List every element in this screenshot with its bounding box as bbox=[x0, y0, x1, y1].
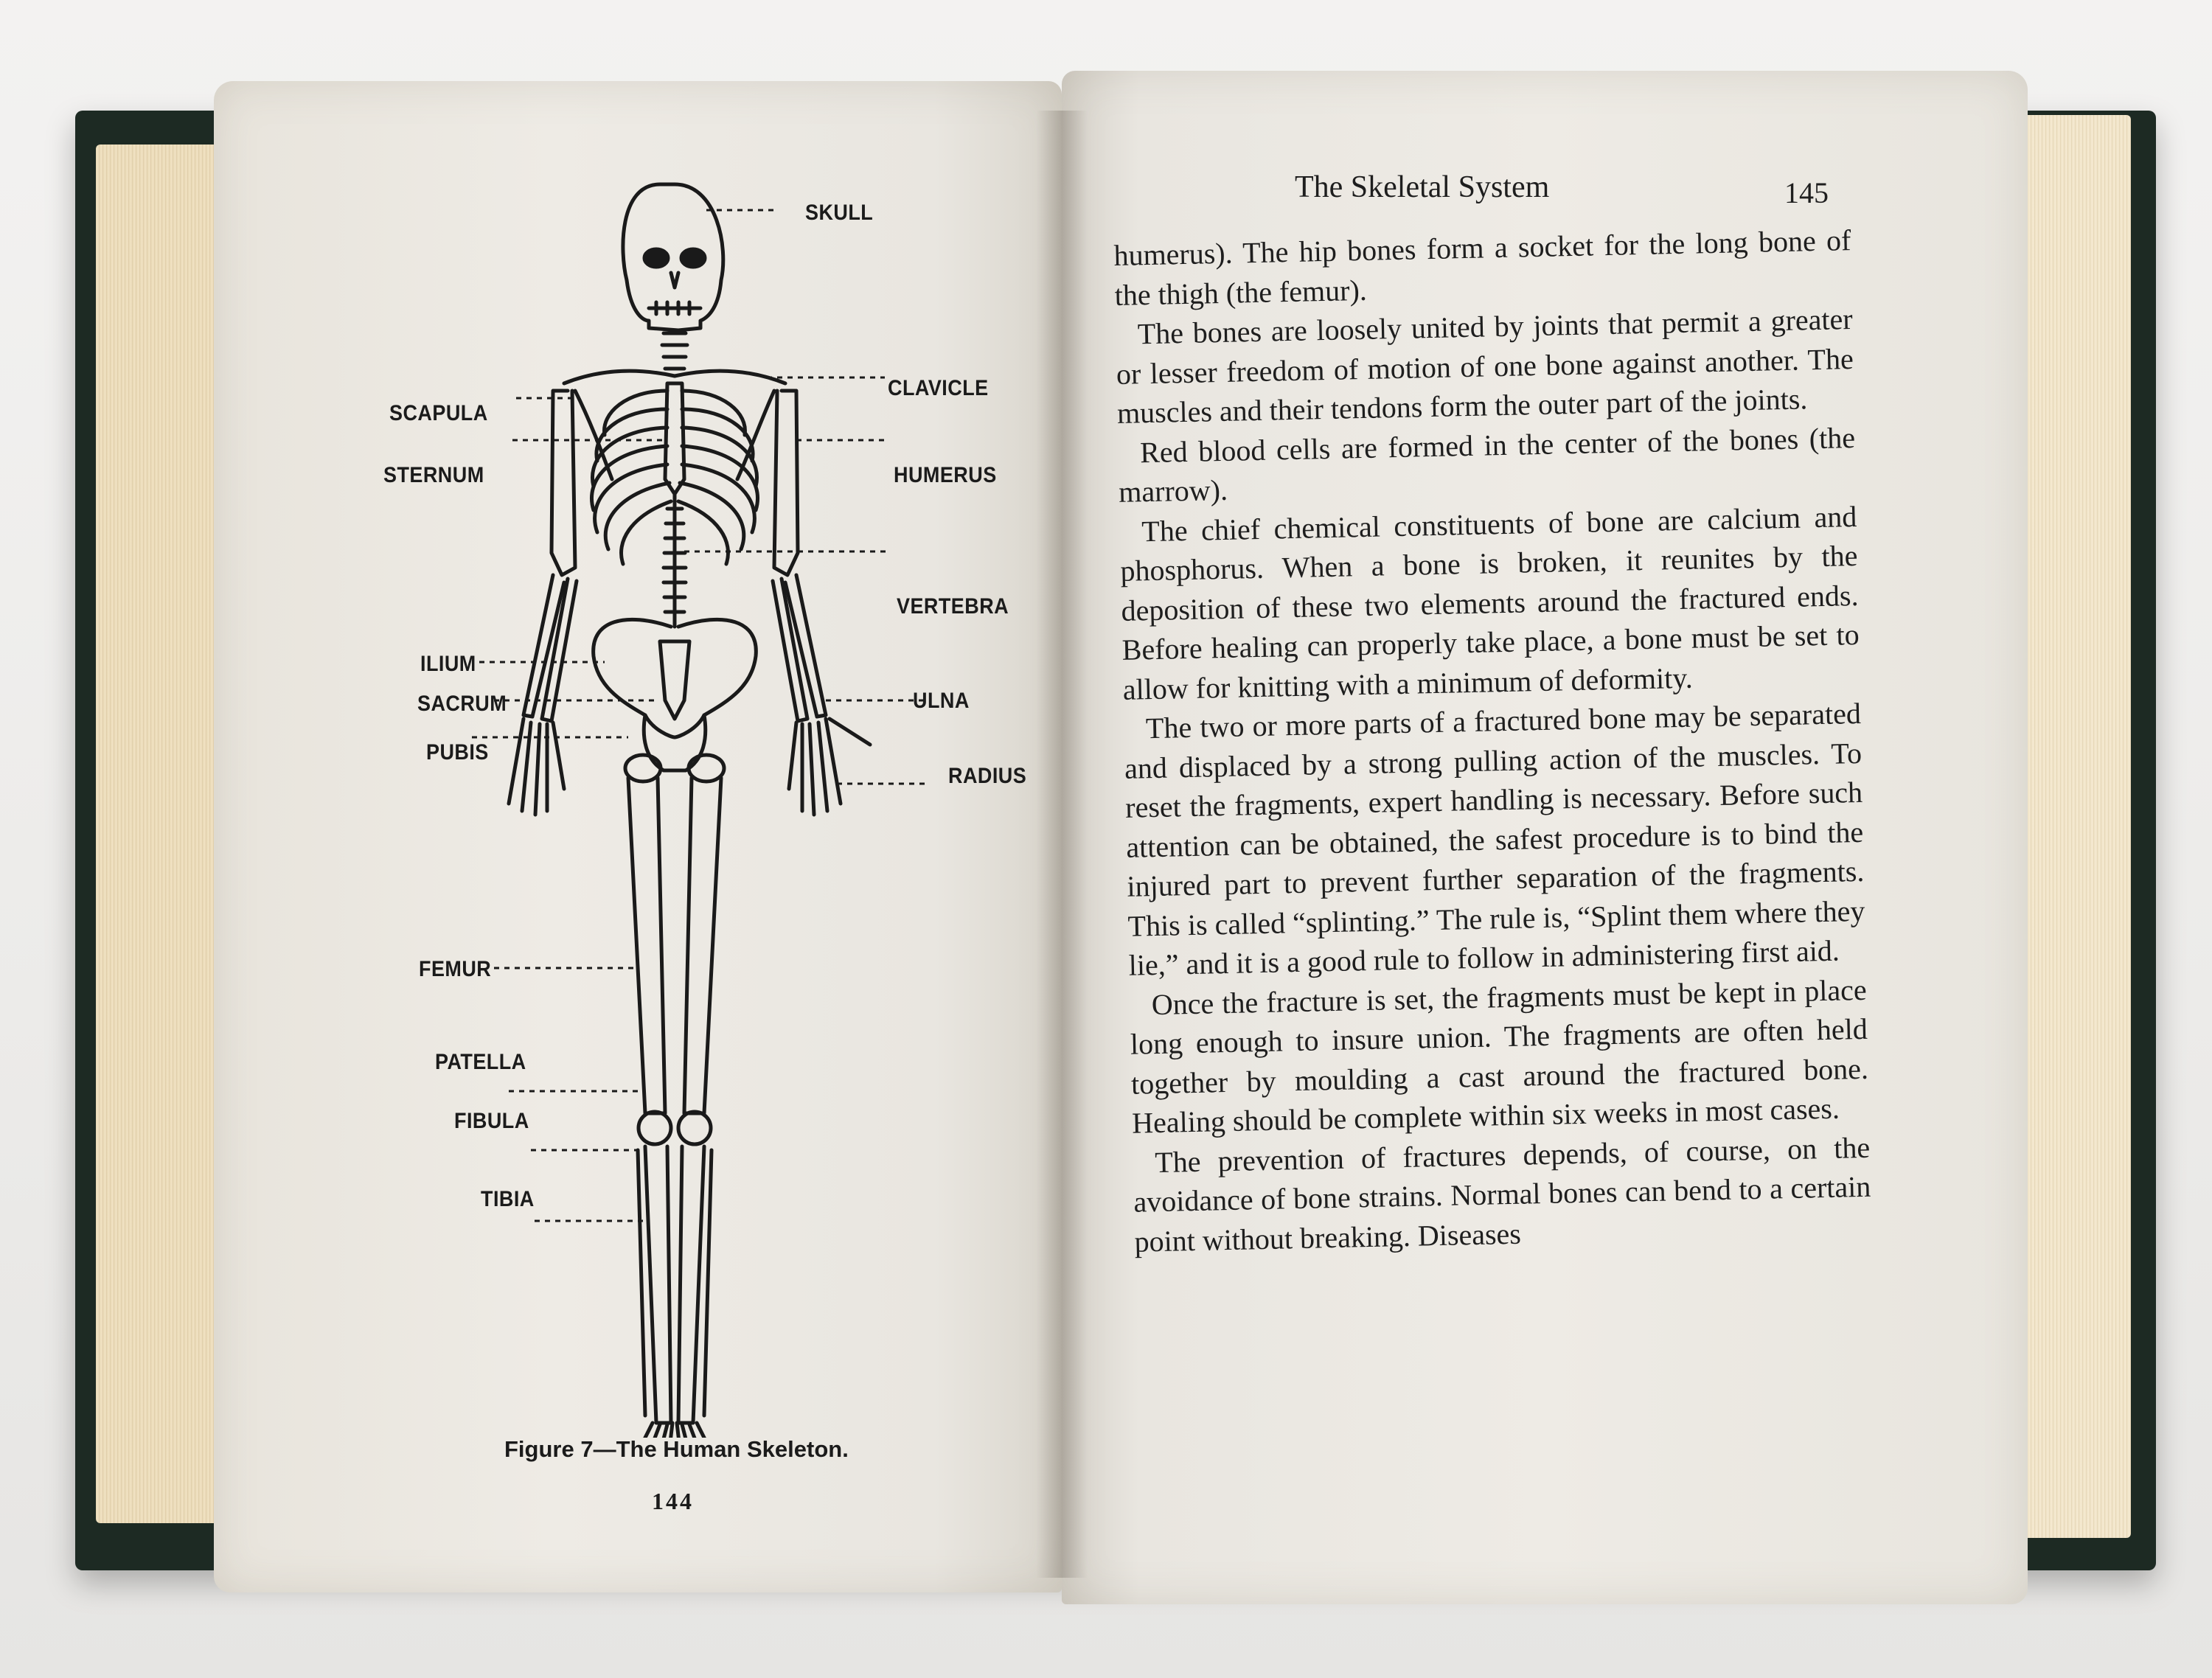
body-text bbox=[1113, 220, 1872, 1261]
label-radius: RADIUS bbox=[948, 764, 1027, 788]
book-gutter bbox=[1036, 111, 1088, 1578]
label-humerus: HUMERUS bbox=[894, 463, 997, 487]
paragraph: The prevention of fractures depends, of course, on the avoidance of bone strains. Normal bones can bend to a certain point without breaking. Diseases bbox=[1133, 1130, 1871, 1258]
paragraph: Once the fracture is set, the fragments must be kept in place long enough to insure union. The fragments are often held together by moulding a cast around the fractured bone. Healing should be complete within six weeks in most cases. bbox=[1130, 972, 1869, 1140]
skeleton-illustration bbox=[354, 170, 1018, 1438]
label-fibula: FIBULA bbox=[454, 1109, 529, 1133]
paragraph: The chief chemical constituents of bone are calcium and phosphorus. When a bone is broken, it reunites by the deposition of these two elements around the fractured ends. Before healing can properly take place, a bone must be set to allow for knitting with a minimum of deformity. bbox=[1120, 499, 1860, 706]
label-ilium: ILIUM bbox=[420, 652, 476, 676]
label-tibia: TIBIA bbox=[481, 1187, 535, 1211]
label-scapula: SCAPULA bbox=[389, 401, 488, 425]
paragraph: The two or more parts of a fractured bone may be separated and displaced by a strong pulling action of the muscles. To reset the fragments, expert handling is necessary. Before such attention can be obtained, the safest procedure is to bind the injured part to prevent further separation of the fragments. This is called “splinting.” The rule is, “Splint them where they lie,” and it is a good rule to follow in administering first aid. bbox=[1124, 696, 1865, 982]
label-skull: SKULL bbox=[805, 201, 874, 225]
label-clavicle: CLAVICLE bbox=[888, 376, 989, 400]
label-femur: FEMUR bbox=[419, 957, 492, 981]
label-sternum: STERNUM bbox=[383, 463, 484, 487]
label-sacrum: SACRUM bbox=[417, 692, 507, 716]
paragraph: humerus). The hip bones form a socket for the long bone of the thigh (the femur). bbox=[1113, 223, 1851, 312]
paragraph: The bones are loosely united by joints that permit a greater or lesser freedom of motion of one bone against another. The muscles and their tendons form the outer part of the joints. bbox=[1116, 302, 1854, 430]
label-pubis: PUBIS bbox=[426, 740, 489, 765]
figure-caption: Figure 7—The Human Skeleton. bbox=[504, 1436, 849, 1462]
paragraph: Red blood cells are formed in the center of the bones (the marrow). bbox=[1118, 420, 1856, 509]
running-header: The Skeletal System bbox=[1295, 170, 1550, 204]
label-ulna: ULNA bbox=[913, 689, 970, 713]
label-vertebra: VERTEBRA bbox=[897, 594, 1009, 619]
label-patella: PATELLA bbox=[435, 1050, 526, 1074]
page-number-left: 144 bbox=[652, 1488, 694, 1514]
page-number-right: 145 bbox=[1784, 176, 1829, 209]
